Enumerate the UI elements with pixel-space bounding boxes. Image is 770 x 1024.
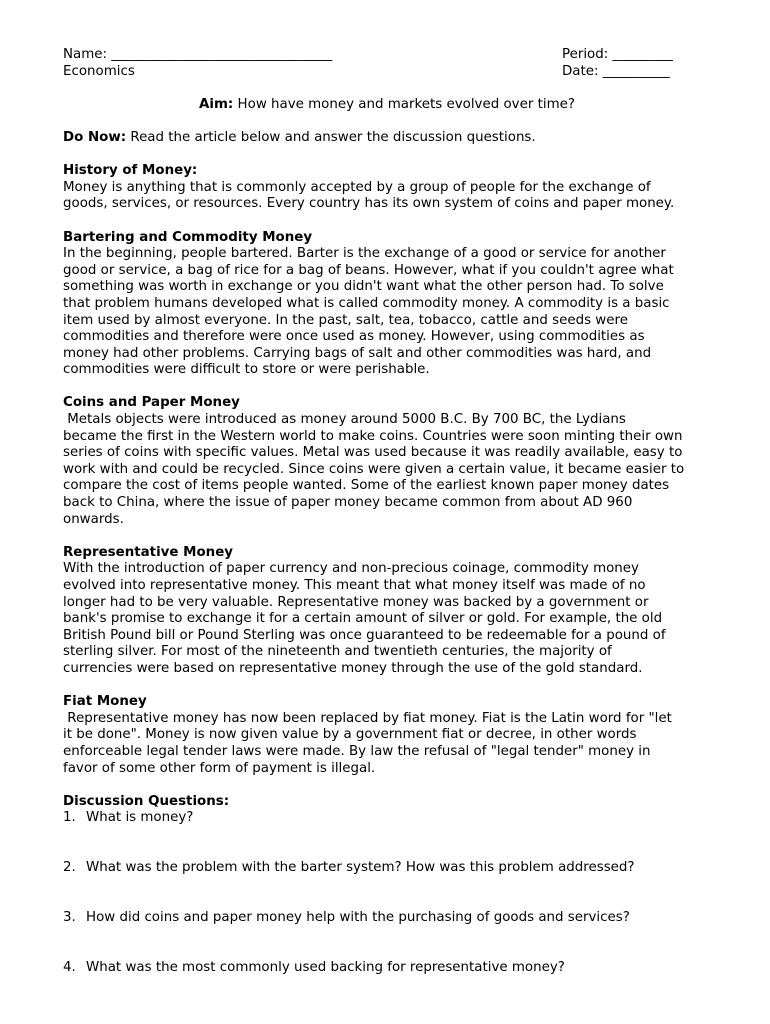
paragraph-line: bank's promise to exchange it for a certain amount of silver or gold. For example, the old: [63, 611, 663, 627]
section-heading: Fiat Money: [63, 694, 147, 710]
paragraph-line: it be done". Money is now given value by a government fiat or decree, in other words: [63, 727, 637, 743]
section-heading: Bartering and Commodity Money: [63, 229, 313, 245]
paragraph-line: In the beginning, people bartered. Barter is the exchange of a good or service for another: [63, 246, 666, 262]
paragraph-line: currencies were based on representative money through the use of the gold standard.: [63, 660, 643, 676]
aim-text: How have money and markets evolved over time?: [233, 96, 575, 112]
do-now-label: Do Now:: [63, 129, 127, 145]
paragraph-line: commodities were difficult to store or were perishable.: [63, 362, 430, 378]
date-field-label: Date: __________: [562, 63, 670, 79]
paragraph-line: commodities and therefore were once used as money. However, using commodities as: [63, 329, 645, 345]
section-coins-paper-money: [63, 395, 711, 528]
section-heading: History of Money:: [63, 163, 198, 179]
paragraph-line: onwards.: [63, 511, 124, 527]
paragraph-line: enforceable legal tender laws were made. By law the refusal of "legal tender" money in: [63, 743, 651, 759]
header-right: [562, 47, 711, 80]
paragraph-line: back to China, where the issue of paper money became common from about AD 960: [63, 495, 633, 511]
paragraph-line: money had other problems. Carrying bags of salt and other commodities was hard, and: [63, 345, 652, 361]
do-now-statement: [63, 130, 711, 147]
question-number: 3.: [63, 909, 76, 925]
worksheet-content: [63, 47, 711, 976]
paragraph-line: something was worth in exchange or you didn't want what the other person had. To solve: [63, 279, 664, 295]
section-heading: Coins and Paper Money: [63, 395, 240, 411]
paragraph-line: item used by almost everyone. In the past, salt, tea, tobacco, cattle and seeds were: [63, 312, 628, 328]
section-fiat-money: [63, 694, 711, 777]
paragraph-line: evolved into representative money. This meant that what money itself was made of no: [63, 578, 646, 593]
question-number: 1.: [63, 810, 76, 826]
section-bartering-commodity-money: [63, 230, 711, 379]
paragraph-line: goods, services, or resources. Every country has its own system of coins and paper money.: [63, 196, 675, 212]
section-heading: Representative Money: [63, 544, 234, 560]
question-text: What was the problem with the barter system? How was this problem addressed?: [86, 860, 635, 876]
paragraph-line: British Pound bill or Pound Sterling was once guaranteed to be redeemable for a pound of: [63, 627, 666, 643]
paragraph-line: series of coins with specific values. Metal was used because it was readily available, easy to: [63, 445, 683, 461]
paragraph-line: compare the cost of items people wanted. Some of the earliest known paper money dates: [63, 478, 670, 494]
paragraph-line: Representative money has now been replaced by fiat money. Fiat is the Latin word for "let: [63, 710, 672, 726]
paragraph-line: Metals objects were introduced as money around 5000 B.C. By 700 BC, the Lydians: [63, 412, 626, 428]
paragraph-line: Money is anything that is commonly accepted by a group of people for the exchange of: [63, 179, 651, 195]
paragraph-line: longer had to be very valuable. Representative money was backed by a government or: [63, 594, 649, 610]
paragraph-line: sterling silver. For most of the nineteenth and twentieth centuries, the majority of: [63, 644, 612, 660]
paragraph-line: favor of some other form of payment is illegal.: [63, 760, 376, 776]
question-item: [63, 860, 711, 877]
paragraph-line: became the first in the Western world to make coins. Countries were soon minting their own: [63, 428, 683, 444]
paragraph-line: good or service, a bag of rice for a bag of beans. However, what if you couldn't agree what: [63, 262, 674, 278]
paragraph-line: that problem humans developed what is called commodity money. A commodity is a basic: [63, 295, 670, 311]
question-item: [63, 910, 711, 927]
question-item: [63, 810, 711, 827]
do-now-text: Read the article below and answer the discussion questions.: [126, 129, 536, 145]
subject-label: Economics: [63, 63, 135, 79]
paragraph-line: With the introduction of paper currency and non-precious coinage, commodity money: [63, 561, 639, 577]
question-text: What was the most commonly used backing for representative money?: [86, 959, 565, 975]
question-number: 4.: [63, 959, 76, 975]
paragraph-line: work with and could be recycled. Since coins were given a certain value, it became easier to: [63, 461, 685, 477]
section-representative-money: [63, 545, 711, 678]
question-number: 2.: [63, 860, 76, 876]
aim-label: Aim:: [199, 96, 234, 112]
discussion-heading: Discussion Questions:: [63, 793, 230, 809]
period-field-label: Period: _________: [562, 47, 673, 62]
aim-statement: [63, 97, 711, 114]
name-field-label: Name: _________________________________: [63, 47, 333, 62]
question-text: How did coins and paper money help with the purchasing of goods and services?: [86, 909, 630, 925]
discussion-questions: [63, 794, 711, 977]
header-left: [63, 47, 332, 80]
section-history-of-money: [63, 163, 711, 213]
worksheet-header: [63, 47, 711, 80]
question-item: [63, 960, 711, 977]
question-text: What is money?: [86, 810, 194, 826]
